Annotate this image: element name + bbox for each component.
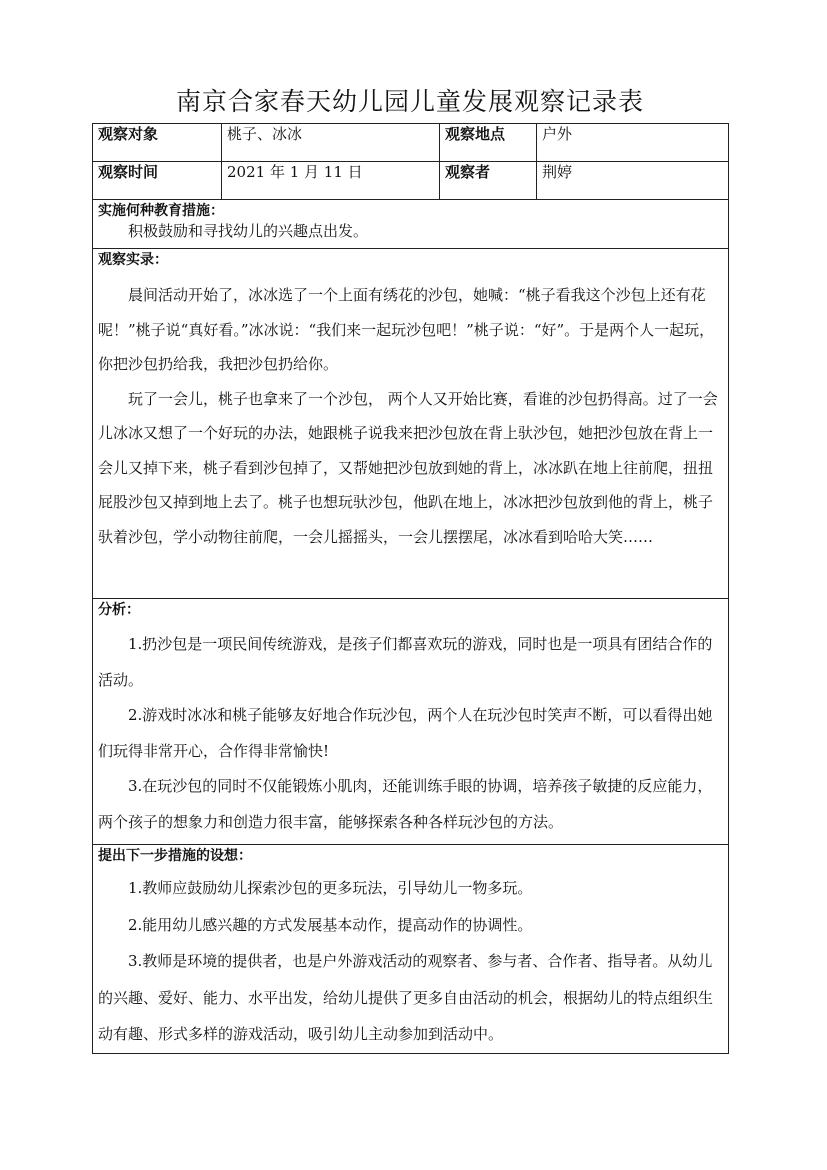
time-label: 观察时间	[93, 162, 222, 200]
subject-value: 桃子、冰冰	[222, 124, 440, 162]
header-row-2	[93, 162, 729, 200]
next-steps-label: 提出下一步措施的设想：	[98, 848, 252, 864]
next-steps-item: 2.能用幼儿感兴趣的方式发展基本动作，提高动作的协调性。	[128, 915, 533, 934]
analysis-row	[93, 599, 729, 845]
next-steps-item: 3.教师是环境的提供者，也是户外游戏活动的观察者、参与者、合作者、指导者。从幼儿的兴趣、爱好、能力、水平出发，给幼儿提供了更多自由活动的机会，根据幼儿的特点组织生动有趣、形式多样的游戏活动，吸引幼儿主动参加到活动中。	[98, 952, 714, 1043]
next-steps-row	[93, 845, 729, 1054]
observation-cell	[93, 249, 729, 599]
location-value: 户外	[537, 124, 729, 162]
next-steps-item: 1.教师应鼓励幼儿探索沙包的更多玩法，引导幼儿一物多玩。	[128, 879, 533, 897]
observation-label: 观察实录：	[98, 252, 168, 268]
observation-record-table	[92, 123, 729, 1054]
observer-label: 观察者	[440, 162, 537, 200]
measures-label: 实施何种教育措施：	[98, 203, 224, 219]
measures-text: 积极鼓励和寻找幼儿的兴趣点出发。	[128, 222, 369, 240]
page-title: 南京合家春天幼儿园儿童发展观察记录表	[175, 87, 644, 116]
measures-row	[93, 200, 729, 249]
observation-paragraph: 晨间活动开始了，冰冰选了一个上面有绣花的沙包，她喊：“桃子看我这个沙包上还有花呢！”桃子说“真好看。”冰冰说：“我们来一起玩沙包吧！”桃子说：“好”。于是两个人一起玩，你把沙包扔给我，我把沙包扔给你。	[98, 286, 715, 373]
next-steps-cell	[93, 845, 729, 1054]
analysis-cell	[93, 599, 729, 845]
header-row-1	[93, 124, 729, 162]
location-label: 观察地点	[440, 124, 537, 162]
analysis-item: 3.在玩沙包的同时不仅能锻炼小肌肉，还能训练手眼的协调，培养孩子敏捷的反应能力，两个孩子的想象力和创造力很丰富，能够探索各种各样玩沙包的方法。	[98, 777, 713, 831]
observation-paragraph: 玩了一会儿，桃子也拿来了一个沙包， 两个人又开始比赛，看谁的沙包扔得高。过了一会儿冰冰又想了一个好玩的办法，她跟桃子说我来把沙包放在背上驮沙包，她把沙包放在背上一会儿又掉下来，桃子看到沙包掉了，又帮她把沙包放到她的背上，冰冰趴在地上往前爬，扭扭屁股沙包又掉到地上去了。桃子也想玩驮沙包，他趴在地上，冰冰把沙包放到他的背上，桃子驮着沙包，学小动物往前爬，一会儿摇摇头，一会儿摆摆尾，冰冰看到哈哈大笑……	[98, 389, 718, 546]
subject-label: 观察对象	[93, 124, 222, 162]
analysis-item: 1.扔沙包是一项民间传统游戏，是孩子们都喜欢玩的游戏，同时也是一项具有团结合作的活动。	[98, 635, 713, 689]
observation-row	[93, 249, 729, 599]
analysis-label: 分析：	[98, 602, 140, 618]
observer-value: 荆婷	[537, 162, 729, 200]
measures-cell	[93, 200, 729, 249]
analysis-item: 2.游戏时冰冰和桃子能够友好地合作玩沙包，两个人在玩沙包时笑声不断，可以看得出她们玩得非常开心，合作得非常愉快!	[98, 706, 713, 760]
time-value: 2021 年 1 月 11 日	[222, 162, 440, 200]
